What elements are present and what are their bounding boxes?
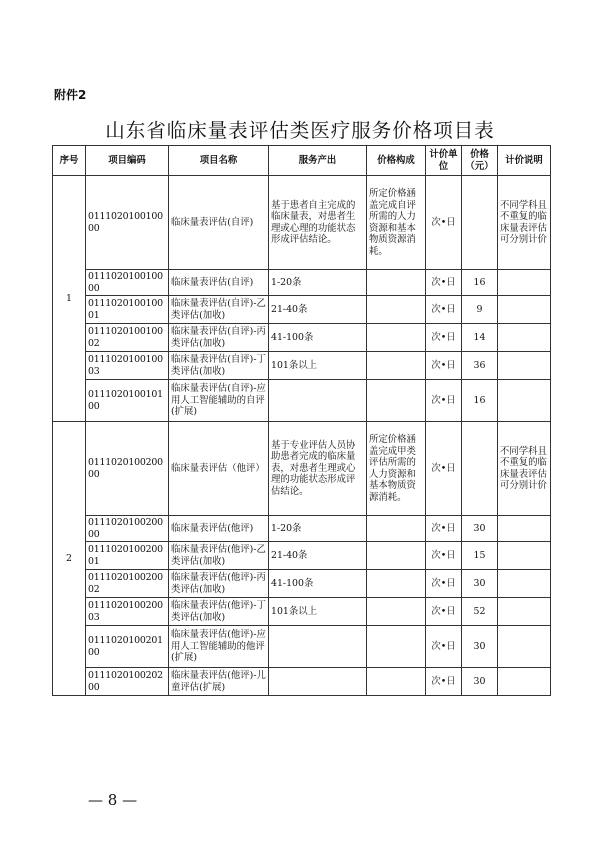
output-cell: [269, 626, 367, 668]
table-row: [53, 626, 551, 668]
seq-cell: 2: [53, 422, 86, 696]
name-cell: 临床量表评估(他评)-应用人工智能辅助的他评(扩展): [169, 626, 269, 668]
price-cell: 30: [462, 626, 498, 668]
output-cell: 41-100条: [269, 570, 367, 598]
code-cell: 011102010020000: [86, 516, 169, 542]
composition-cell: [367, 516, 426, 542]
composition-cell: 所定价格涵盖完成甲类评估所需的人力资源和基本物质资源消耗。: [367, 422, 426, 516]
note-cell: [498, 542, 551, 570]
unit-cell: 次•日: [426, 380, 462, 422]
table-row: [53, 324, 551, 352]
code-cell: 011102010010001: [86, 296, 169, 324]
note-cell: [498, 324, 551, 352]
name-cell: 临床量表评估(自评)-应用人工智能辅助的自评(扩展): [169, 380, 269, 422]
table-row: [53, 296, 551, 324]
code-cell: 011102010010100: [86, 380, 169, 422]
composition-cell: [367, 296, 426, 324]
table-row: [53, 380, 551, 422]
document-title: 山东省临床量表评估类医疗服务价格项目表: [105, 119, 495, 142]
unit-cell: 次•日: [426, 296, 462, 324]
header-output: 服务产出: [269, 146, 367, 176]
unit-cell: 次•日: [426, 352, 462, 380]
code-cell: 011102010010003: [86, 352, 169, 380]
output-cell: [269, 380, 367, 422]
table-row: [53, 668, 551, 696]
note-cell: [498, 570, 551, 598]
composition-cell: 所定价格涵盖完成自评所需的人力资源和基本物质资源消耗。: [367, 176, 426, 270]
table-row: [53, 516, 551, 542]
name-cell: 临床量表评估(自评)-丁类评估(加收): [169, 352, 269, 380]
unit-cell: 次•日: [426, 422, 462, 516]
seq-cell: 1: [53, 176, 86, 422]
page-number: — 8 —: [88, 791, 138, 809]
header-row: [53, 146, 551, 176]
note-cell: [498, 296, 551, 324]
note-cell: [498, 668, 551, 696]
price-cell: 14: [462, 324, 498, 352]
output-cell: 41-100条: [269, 324, 367, 352]
price-cell: 30: [462, 570, 498, 598]
output-cell: 1-20条: [269, 516, 367, 542]
unit-cell: 次•日: [426, 542, 462, 570]
composition-cell: [367, 324, 426, 352]
table-row-main: [53, 422, 551, 516]
composition-cell: [367, 380, 426, 422]
header-composition: 价格构成: [367, 146, 426, 176]
note-cell: 不同学科且不重复的临床量表评估可分别计价: [498, 422, 551, 516]
name-cell: 临床量表评估(自评)-乙类评估(加收): [169, 296, 269, 324]
header-name: 项目名称: [169, 146, 269, 176]
output-cell: 基于患者自主完成的临床量表，对患者生理或心理的功能状态形成评估结论。: [269, 176, 367, 270]
note-cell: [498, 380, 551, 422]
table-row: [53, 352, 551, 380]
note-cell: [498, 270, 551, 296]
composition-cell: [367, 542, 426, 570]
price-cell: [462, 422, 498, 516]
table-row-main: [53, 176, 551, 270]
composition-cell: [367, 352, 426, 380]
composition-cell: [367, 270, 426, 296]
composition-cell: [367, 598, 426, 626]
code-cell: 011102010010000: [86, 176, 169, 270]
code-cell: 011102010020003: [86, 598, 169, 626]
note-cell: [498, 352, 551, 380]
composition-cell: [367, 570, 426, 598]
output-cell: 基于专业评估人员协助患者完成的临床量表，对患者生理或心理的功能状态形成评估结论。: [269, 422, 367, 516]
table-row: [53, 598, 551, 626]
name-cell: 临床量表评估(他评)-丙类评估(加收): [169, 570, 269, 598]
code-cell: 011102010020002: [86, 570, 169, 598]
output-cell: 101条以上: [269, 598, 367, 626]
unit-cell: 次•日: [426, 176, 462, 270]
header-code: 项目编码: [86, 146, 169, 176]
header-unit: 计价单位: [426, 146, 462, 176]
unit-cell: 次•日: [426, 570, 462, 598]
header-seq: 序号: [53, 146, 86, 176]
price-cell: 16: [462, 380, 498, 422]
price-cell: 9: [462, 296, 498, 324]
output-cell: 1-20条: [269, 270, 367, 296]
unit-cell: 次•日: [426, 270, 462, 296]
unit-cell: 次•日: [426, 516, 462, 542]
name-cell: 临床量表评估(他评)-丁类评估(加收): [169, 598, 269, 626]
header-price: 价格（元）: [462, 146, 498, 176]
code-cell: 011102010010000: [86, 270, 169, 296]
price-cell: 30: [462, 516, 498, 542]
name-cell: 临床量表评估(他评)-儿童评估(扩展): [169, 668, 269, 696]
note-cell: [498, 516, 551, 542]
output-cell: [269, 668, 367, 696]
code-cell: 011102010020100: [86, 626, 169, 668]
table-row: [53, 270, 551, 296]
price-table: [52, 145, 551, 696]
price-cell: 15: [462, 542, 498, 570]
code-cell: 011102010010002: [86, 324, 169, 352]
price-cell: [462, 176, 498, 270]
name-cell: 临床量表评估(自评): [169, 176, 269, 270]
unit-cell: 次•日: [426, 668, 462, 696]
unit-cell: 次•日: [426, 626, 462, 668]
table-row: [53, 542, 551, 570]
name-cell: 临床量表评估(他评): [169, 516, 269, 542]
name-cell: 临床量表评估（他评）: [169, 422, 269, 516]
composition-cell: [367, 668, 426, 696]
note-cell: 不同学科且不重复的临床量表评估可分别计价: [498, 176, 551, 270]
price-cell: 16: [462, 270, 498, 296]
attachment-label: 附件2: [54, 88, 87, 102]
name-cell: 临床量表评估(他评)-乙类评估(加收): [169, 542, 269, 570]
name-cell: 临床量表评估(自评)-丙类评估(加收): [169, 324, 269, 352]
unit-cell: 次•日: [426, 598, 462, 626]
output-cell: 21-40条: [269, 296, 367, 324]
note-cell: [498, 598, 551, 626]
name-cell: 临床量表评估(自评): [169, 270, 269, 296]
header-note: 计价说明: [498, 146, 551, 176]
price-cell: 52: [462, 598, 498, 626]
composition-cell: [367, 626, 426, 668]
code-cell: 011102010020200: [86, 668, 169, 696]
output-cell: 101条以上: [269, 352, 367, 380]
unit-cell: 次•日: [426, 324, 462, 352]
table-row: [53, 570, 551, 598]
code-cell: 011102010020000: [86, 422, 169, 516]
code-cell: 011102010020001: [86, 542, 169, 570]
price-cell: 30: [462, 668, 498, 696]
note-cell: [498, 626, 551, 668]
price-cell: 36: [462, 352, 498, 380]
output-cell: 21-40条: [269, 542, 367, 570]
